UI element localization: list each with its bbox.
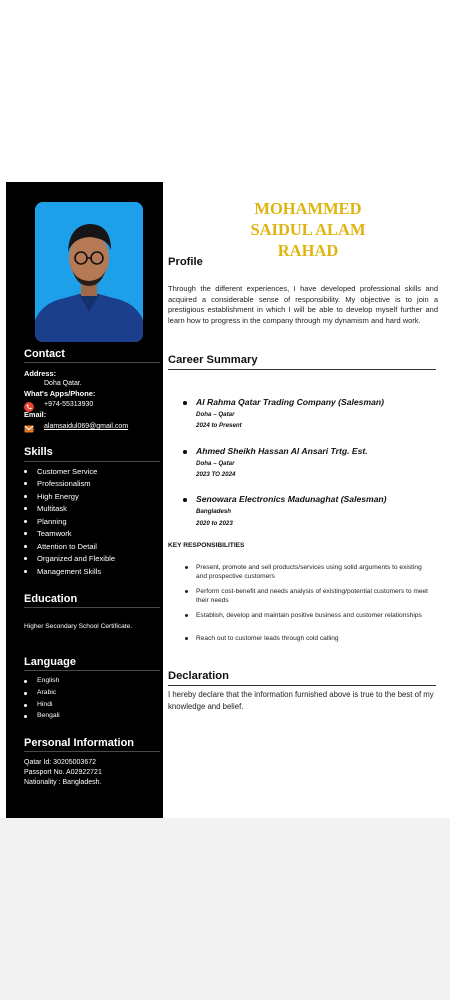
skill-item: Professionalism <box>37 479 91 488</box>
divider <box>24 461 160 462</box>
language-item: Bengali <box>37 712 60 719</box>
skill-item: Attention to Detail <box>37 542 97 551</box>
resume-page <box>6 182 450 818</box>
language-item: Hindi <box>37 701 53 708</box>
education-heading: Education <box>24 593 78 605</box>
qatar-id: Qatar Id: 30205003672 <box>24 759 97 766</box>
bottom-margin <box>0 818 450 1000</box>
profile-photo <box>35 202 143 342</box>
job-dates: 2024 to Present <box>196 422 242 429</box>
job-dates: 2023 TO 2024 <box>196 471 236 478</box>
job-location: Doha – Qatar <box>196 460 235 467</box>
job-dates: 2020 to 2023 <box>196 520 233 527</box>
phone-icon <box>24 399 34 409</box>
key-responsibilities-heading: KEY RESPONSIBILITIES <box>168 542 245 549</box>
responsibility-item: Establish, develop and maintain positive business and customer relationships <box>196 611 428 620</box>
career-summary-heading: Career Summary <box>168 354 258 366</box>
phone-value: +974-55313930 <box>44 401 94 408</box>
skill-item: Teamwork <box>37 529 72 538</box>
divider <box>24 362 160 363</box>
job-location: Bangladesh <box>196 508 232 515</box>
education-item: Higher Secondary School Certificate. <box>24 623 133 630</box>
divider <box>168 685 436 686</box>
divider <box>24 607 160 608</box>
skill-item: Management Skills <box>37 567 102 576</box>
job-title: Senowara Electronics Madunaghat (Salesman) <box>196 494 387 504</box>
job-title: Ahmed Sheikh Hassan Al Ansari Trtg. Est. <box>196 446 368 456</box>
personal-info-heading: Personal Information <box>24 737 135 749</box>
responsibility-item: Perform cost-benefit and needs analysis of existing/potential customers to meet their needs <box>196 588 428 604</box>
language-item: Arabic <box>37 689 57 696</box>
language-item: English <box>37 677 60 684</box>
skill-item: Organized and Flexible <box>37 554 116 563</box>
passport-number: Passport No. A02922721 <box>24 769 102 776</box>
address-value: Doha Qatar. <box>44 380 82 387</box>
sidebar <box>6 182 163 818</box>
skill-item: Planning <box>37 517 67 526</box>
declaration-text: I hereby declare that the information furnished above is true to the best of my knowledge and belief. <box>168 690 434 711</box>
name-line: RAHAD <box>277 241 339 260</box>
email-link[interactable]: alamsaidul069@gmail.com <box>44 423 129 430</box>
job-title: Al Rahma Qatar Trading Company (Salesman) <box>196 397 384 407</box>
contact-heading: Contact <box>24 348 65 360</box>
phone-label: What's Apps/Phone: <box>24 389 96 398</box>
name-line: MOHAMMED <box>254 199 362 218</box>
divider <box>24 751 160 752</box>
divider <box>168 369 436 370</box>
job-location: Doha – Qatar <box>196 411 235 418</box>
skill-item: Customer Service <box>37 467 98 476</box>
skill-item: Multitask <box>37 504 67 513</box>
portrait-illustration <box>35 202 143 342</box>
profile-heading: Profile <box>168 256 203 268</box>
candidate-name <box>224 198 392 261</box>
top-margin <box>0 0 450 182</box>
address-label: Address: <box>24 369 57 378</box>
email-label: Email: <box>24 410 47 419</box>
skills-heading: Skills <box>24 446 53 458</box>
divider <box>24 670 160 671</box>
responsibility-item: Reach out to customer leads through cold calling <box>196 634 428 643</box>
nationality: Nationality : Bangladesh. <box>24 779 102 786</box>
name-line: SAIDUL ALAM <box>250 220 366 239</box>
email-icon <box>24 421 34 431</box>
skill-item: High Energy <box>37 492 79 501</box>
profile-text: Through the different experiences, I have developed professional skills and acquired a considerable sense of responsibility. My objective is to join a prestigious establishment in which I will be able to develop myself further and learn how to progress in the company through my dynamism and hard work. <box>168 284 438 325</box>
responsibility-item: Present, promote and sell products/services using solid arguments to existing and prospective customers <box>196 563 428 581</box>
declaration-heading: Declaration <box>168 670 229 682</box>
language-heading: Language <box>24 656 76 668</box>
